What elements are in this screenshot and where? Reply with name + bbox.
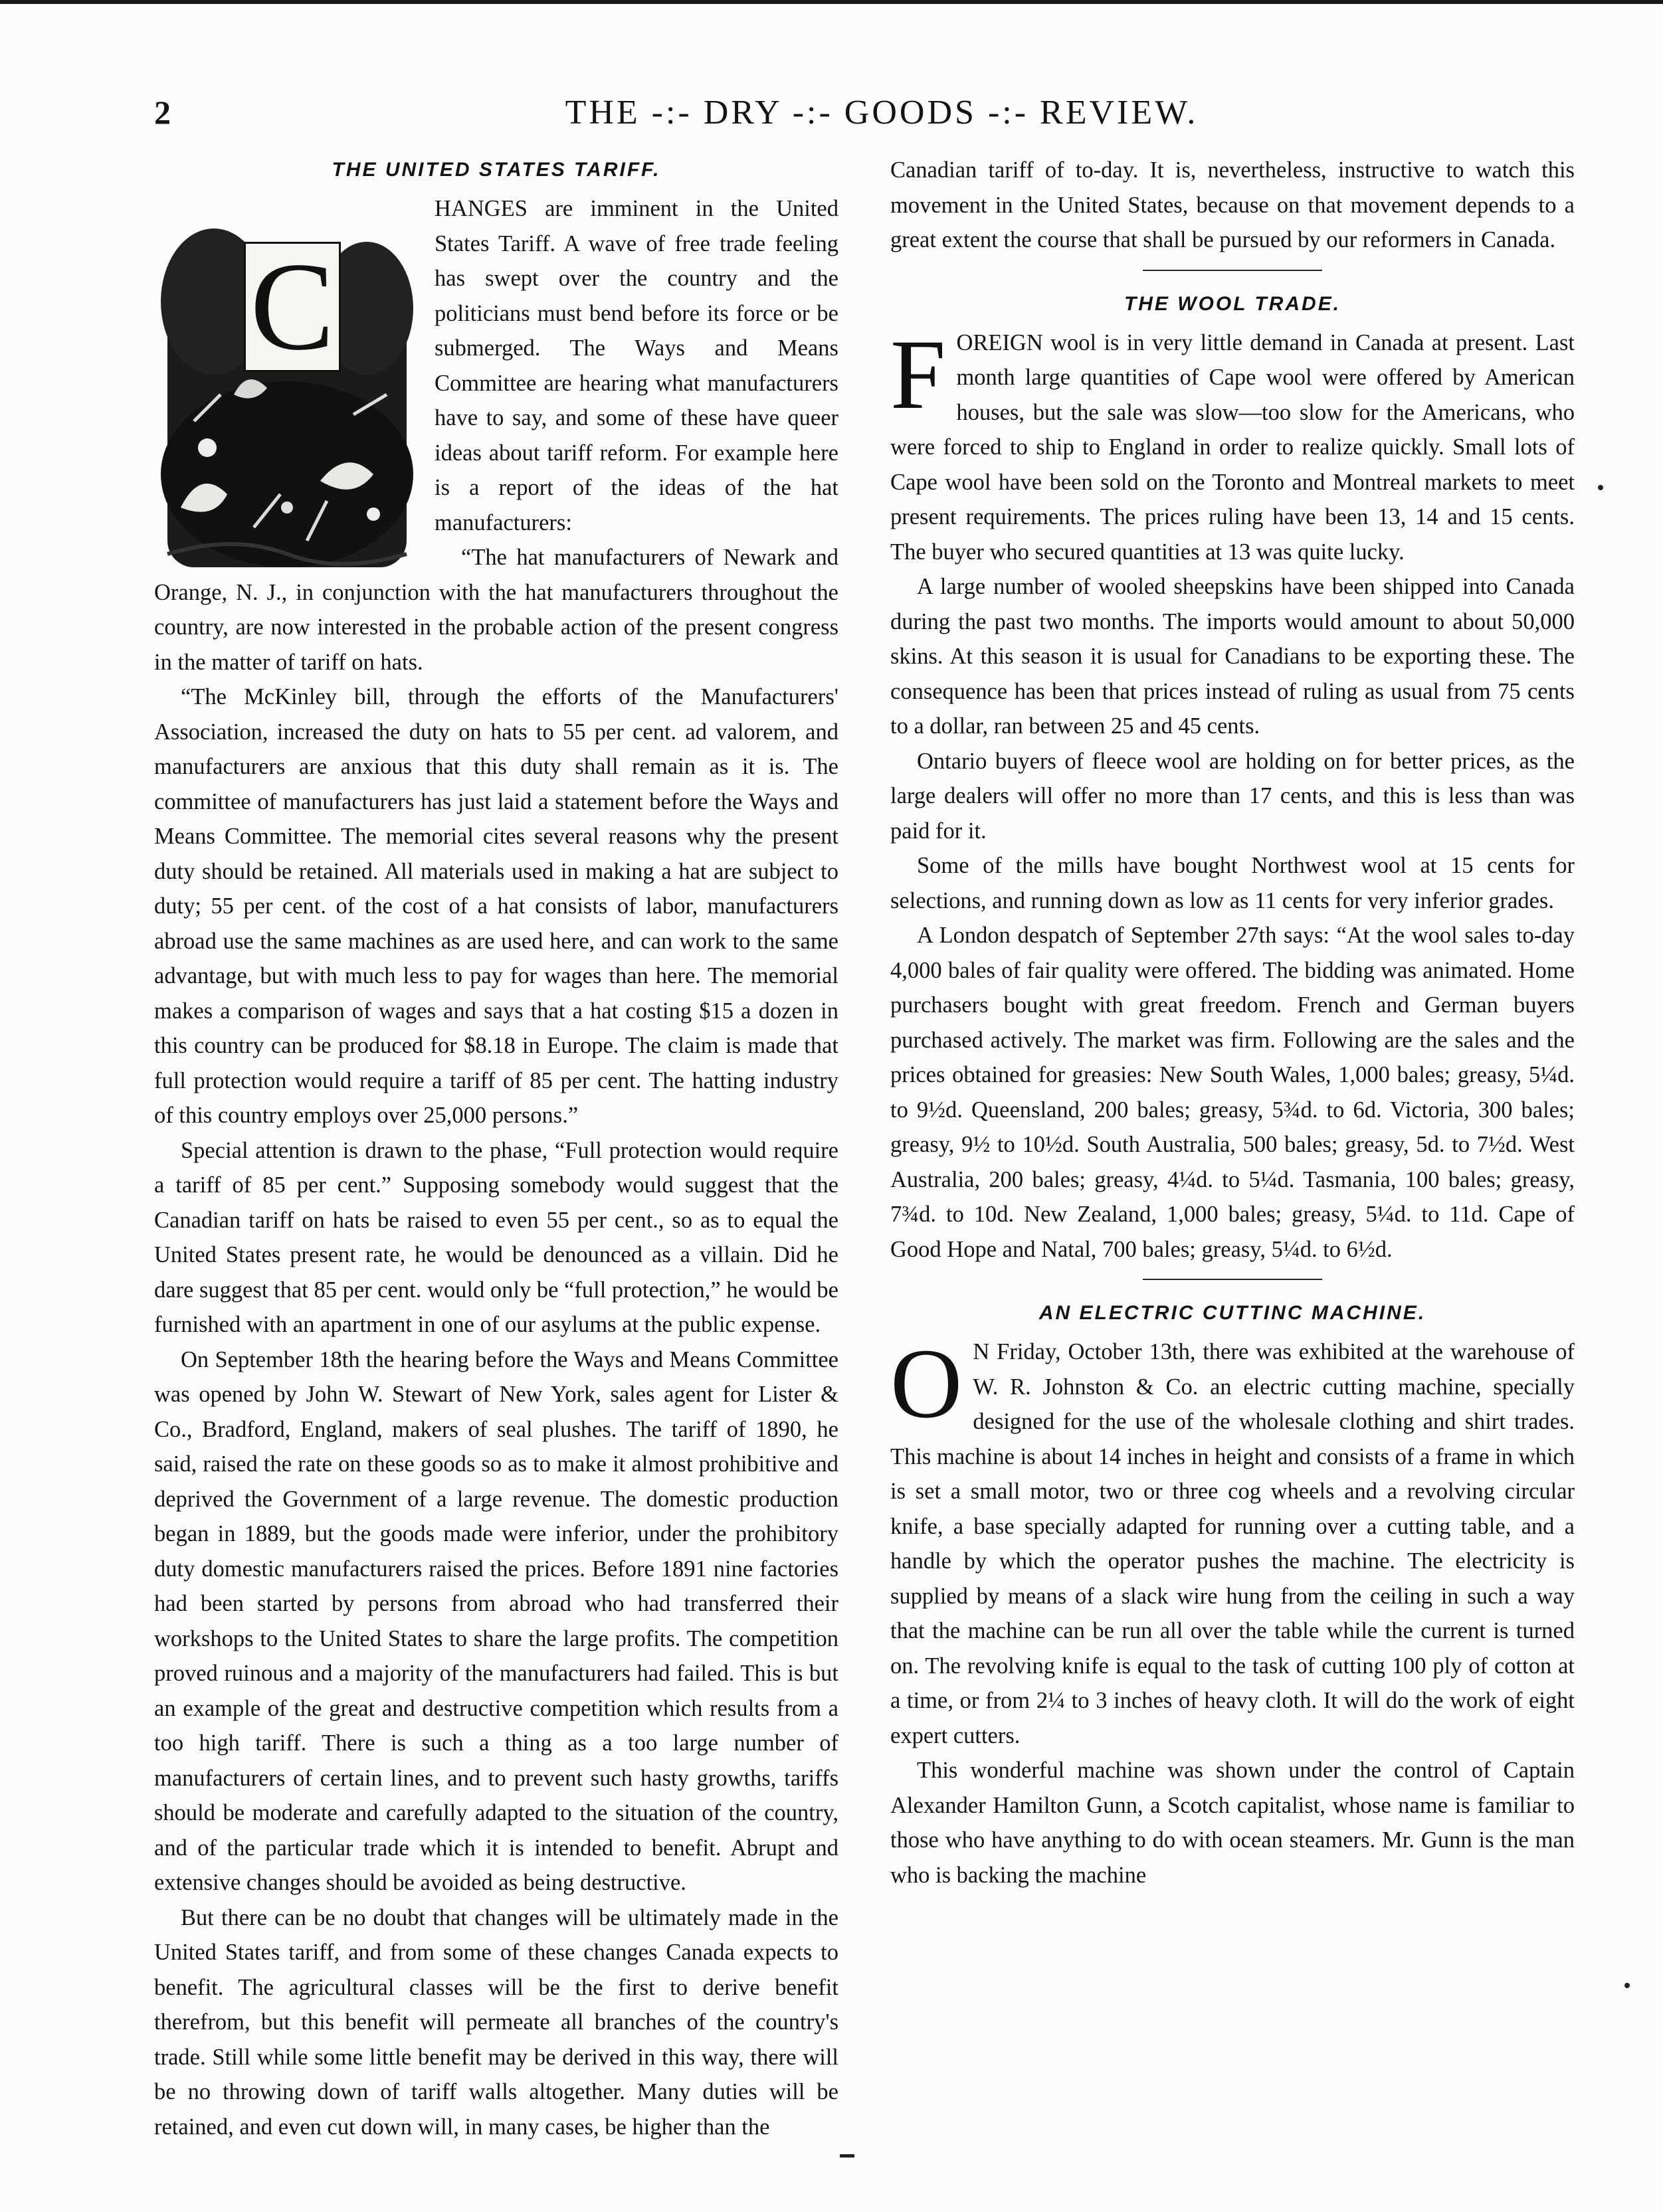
tariff-heading: THE UNITED STATES TARIFF. [332,159,661,181]
wool-paragraph: Ontario buyers of fleece wool are holding on for better prices, as the large dealers will offer no more than 17 cents, and this is less than was paid for it. [890,748,1575,844]
left-column [154,153,838,2144]
page-header [154,93,1609,146]
tariff-paragraph-continued: Canadian tariff of to-day. It is, nevertheless, instructive to watch this movement in the United States, because on that movement depends to a great extent the course that shall be pursued by our reformers in Canada. [890,157,1575,252]
stray-mark [1598,485,1603,490]
drop-cap-letter: C [244,242,341,372]
wool-paragraph: Some of the mills have bought Northwest wool at 15 cents for selections, and running down as low as 11 cents for very inferior grades. [890,853,1575,913]
ornamental-drop-cap [154,195,420,574]
wool-drop-cap: F [890,319,946,430]
footer-dash [840,2154,854,2158]
wool-paragraph: OREIGN wool is in very little demand in Canada at present. Last month large quantities of Cape wool were offered by American houses, but the sale was slow—too slow for the Americans, who were forced to ship to England in order to realize quickly. Small lots of Cape wool have been sold on the Toronto and Montreal markets to meet present requirements. The prices ruling have been 13, 14 and 15 cents. The buyer who secured quantities at 13 was quite lucky. [890,329,1575,565]
page-number: 2 [154,94,171,131]
electric-paragraph: This wonderful machine was shown under the control of Captain Alexander Hamilton Gunn, a Scotch capitalist, whose name is familiar to those who have anything to do with ocean steamers. Mr. Gunn is the man who is backing the machine [890,1758,1575,1888]
wool-paragraph: A London despatch of September 27th says: “At the wool sales to-day 4,000 bales of fair quality were offered. The bidding was animated. Home purchasers bought with great freedom. French and German buyers purchased actively. The market was firm. Following are the sales and the prices obtained for greasies: New South Wales, 1,000 bales; greasy, 5¼d. to 9½d. Queensland, 200 bales; greasy, 5¾d. to 6d. Victoria, 300 bales; greasy, 9½ to 10½d. South Australia, 500 bales; greasy, 5d. to 7½d. West Australia, 200 bales; greasy, 4¼d. to 5¼d. Tasmania, 100 bales; greasy, 7¾d. to 10d. New Zealand, 1,000 bales; greasy, 5¼d. to 11d. Cape of Good Hope and Natal, 700 bales; greasy, 5¼d. to 6½d. [890,923,1575,1262]
section-divider [1143,270,1322,271]
electric-heading: AN ELECTRIC CUTTINC MACHINE. [1038,1302,1426,1324]
tariff-paragraph: But there can be no doubt that changes will be ultimately made in the United States tariff, and from some of these changes Canada expects to benefit. The agricultural classes will be the first to derive benefit therefrom, but this benefit will permeate all branches of the country's trade. Still while some little benefit may be derived in this way, there will be no throwing down of tariff walls altogether. Many duties will be retained, and even cut down will, in many cases, be higher than the [154,1904,838,2140]
stray-mark [1624,1983,1630,1988]
tariff-paragraph: Special attention is drawn to the phase, “Full protection would require a tariff of 85 per cent.” Supposing somebody would suggest that the Canadian tariff on hats be raised to even 55 per cent., so as to equal the United States present rate, he would be denounced as a villain. Did he dare suggest that 85 per cent. would only be “full protection,” he would be furnished with an apartment in one of our asylums at the public expense. [154,1137,838,1337]
tariff-paragraph: “The McKinley bill, through the efforts of the Manufacturers' Association, increased the duty on hats to 55 per cent. ad valorem, and manufacturers are anxious that this duty shall remain as it is. The committee of manufacturers has just laid a statement before the Ways and Means Committee. The memorial cites several reasons why the present duty should be retained. All materials used in making a hat are subject to duty; 55 per cent. of the cost of a hat consists of labor, manufacturers abroad use the same machines as are used here, and can work to the same advantage, but with much less to pay for wages than here. The memorial makes a comparison of wages and says that a hat costing $15 a dozen in this country can be produced for $8.18 in Europe. The claim is made that full protection would require a tariff of 85 per cent. The hatting industry of this country employs over 25,000 persons.” [154,684,838,1128]
right-column [890,153,1575,1892]
electric-paragraph: N Friday, October 13th, there was exhibited at the warehouse of W. R. Johnston & Co. an electric cutting machine, specially designed for the use of the wholesale clothing and shirt trades. This machine is about 14 inches in height and consists of a frame in which is set a small motor, two or three cog wheels and a revolving circular knife, a base specially adapted for running over a cutting table, and a handle by which the operator pushes the machine. The electricity is supplied by means of a slack wire hung from the ceiling in such a way that the machine can be run all over the table while the current is turned on. The revolving knife is equal to the task of cutting 100 ply of cotton at a time, or from 2¼ to 3 inches of heavy cloth. It will do the work of eight expert cutters. [890,1339,1575,1748]
tariff-paragraph: HANGES are imminent in the United States Tariff. A wave of free trade feeling has swept over the country and the politicians must bend before its force or be submerged. The Ways and Means Committee are hearing what manufacturers have to say, and some of these have queer ideas about tariff reform. For example here is a report of the ideas of the hat manufacturers: [435,196,838,535]
wool-heading: THE WOOL TRADE. [1124,292,1341,315]
tariff-paragraph: On September 18th the hearing before the Ways and Means Committee was opened by John W. Stewart of New York, sales agent for Lister & Co., Bradford, England, makers of seal plushes. The tariff of 1890, he said, raised the rate on these goods so as to make it almost prohibitive and deprived the Government of a large revenue. The domestic production began in 1889, but the goods made were inferior, under the prohibitory duty domestic manufacturers raised the prices. Before 1891 nine factories had been started by persons from abroad who had transferred their workshops to the United States to share the large profits. The competition proved ruinous and a majority of the manufacturers had failed. This is but an example of the great and destructive competition which results from a too high tariff. There is such a thing as a too large number of manufacturers of certain lines, and to prevent such hasty growths, tariffs should be moderate and carefully adapted to the situation of the country, and of the particular trade which it is intended to benefit. Abrupt and extensive changes should be avoided as being destructive. [154,1346,838,1895]
electric-drop-cap: O [890,1329,963,1439]
section-divider [1143,1279,1322,1280]
top-border [0,0,1663,4]
wool-paragraph: A large number of wooled sheepskins have been shipped into Canada during the past two months. The imports would amount to about 50,000 skins. At this season it is usual for Canadians to be exporting these. The consequence has been that prices instead of ruling as usual from 75 cents to a dollar, ran between 25 and 45 cents. [890,574,1575,739]
masthead-title: THE -:- DRY -:- GOODS -:- REVIEW. [565,94,1199,132]
tariff-paragraph: “The hat manufacturers of Newark and Orange, N. J., in conjunction with the hat manufacturers throughout the country, are now interested in the probable action of the present congress in the matter of tariff on hats. [154,545,838,675]
tariff-continuation-space [890,153,1575,258]
